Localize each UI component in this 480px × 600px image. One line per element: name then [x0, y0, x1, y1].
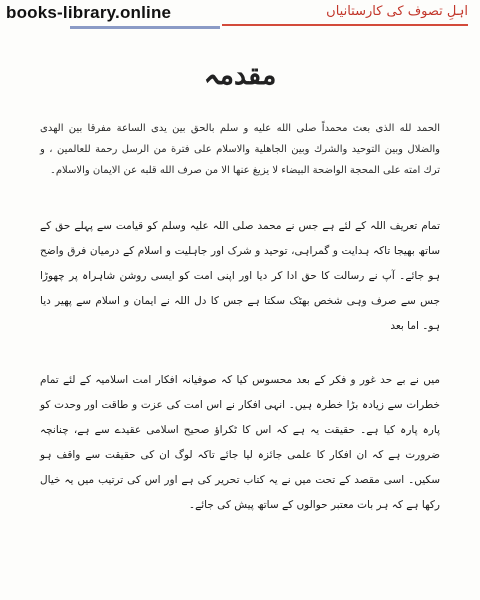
paragraph-2: میں نے بے حد غور و فکر کے بعد محسوس کیا کہ صوفیانہ افکار امت اسلامیہ کے لئے تمام خطرات سے زیادہ بڑا خطرہ ہیں۔ انہی افکار نے اس امت کی عزت و طاقت اور وحدت کو پارہ پارہ کیا ہے۔ حقیقت یہ ہے کہ اس کا ٹکراؤ صحیح اسلامی عقیدے سے ہے، چنانچہ ضرورت ہے کہ ان افکار کا علمی جائزہ لیا جائے تاکہ لوگ ان کی حقیقت سے واقف ہو سکیں۔ اسی مقصد کے تحت میں نے یہ کتاب تحریر کی ہے اور اس کی ترتیب میں یہ خیال رکھا ہے کہ ہر بات معتبر حوالوں کے ساتھ پیش کی جائے۔ [40, 374, 440, 511]
header-rule [222, 24, 468, 26]
chapter-title: مقدمہ [203, 60, 277, 91]
header-ink-strip [70, 26, 220, 29]
arabic-intro-text: الحمد لله الذی بعث محمداً صلی الله علیه و سلم بالحق بین یدی الساعة مفرقا بین الهدی والضلال وبین التوحید والشرك وبین الجاهلية والاسلام علی فترة من الرسل رحمة للعالمين ، و ترك امته علی المحجة الواضحة البيضاء لا يزيغ عنها الا من صرف الله قلبه عن الايمان والاسلام۔ [40, 123, 440, 176]
running-header: اہلِ تصوف کی کارستانیاں [326, 4, 468, 19]
paragraph-1: تمام تعریف اللہ کے لئے ہے جس نے محمد صلی اللہ علیہ وسلم کو قیامت سے پہلے حق کے ساتھ بھیجا تاکہ ہدایت و گمراہی، توحید و شرک اور جاہلیت و اسلام کے درمیان فرق واضح ہو جائے۔ آپ نے رسالت کا حق ادا کر دیا اور اپنی امت کو ایسی روشن شاہراہ پر چھوڑا جس سے صرف وہی شخص بھٹک سکتا ہے جس کا دل اللہ نے ایمان و اسلام سے پھیر دیا ہو۔ اما بعد [40, 220, 440, 332]
site-watermark: books-library.online [6, 3, 172, 22]
